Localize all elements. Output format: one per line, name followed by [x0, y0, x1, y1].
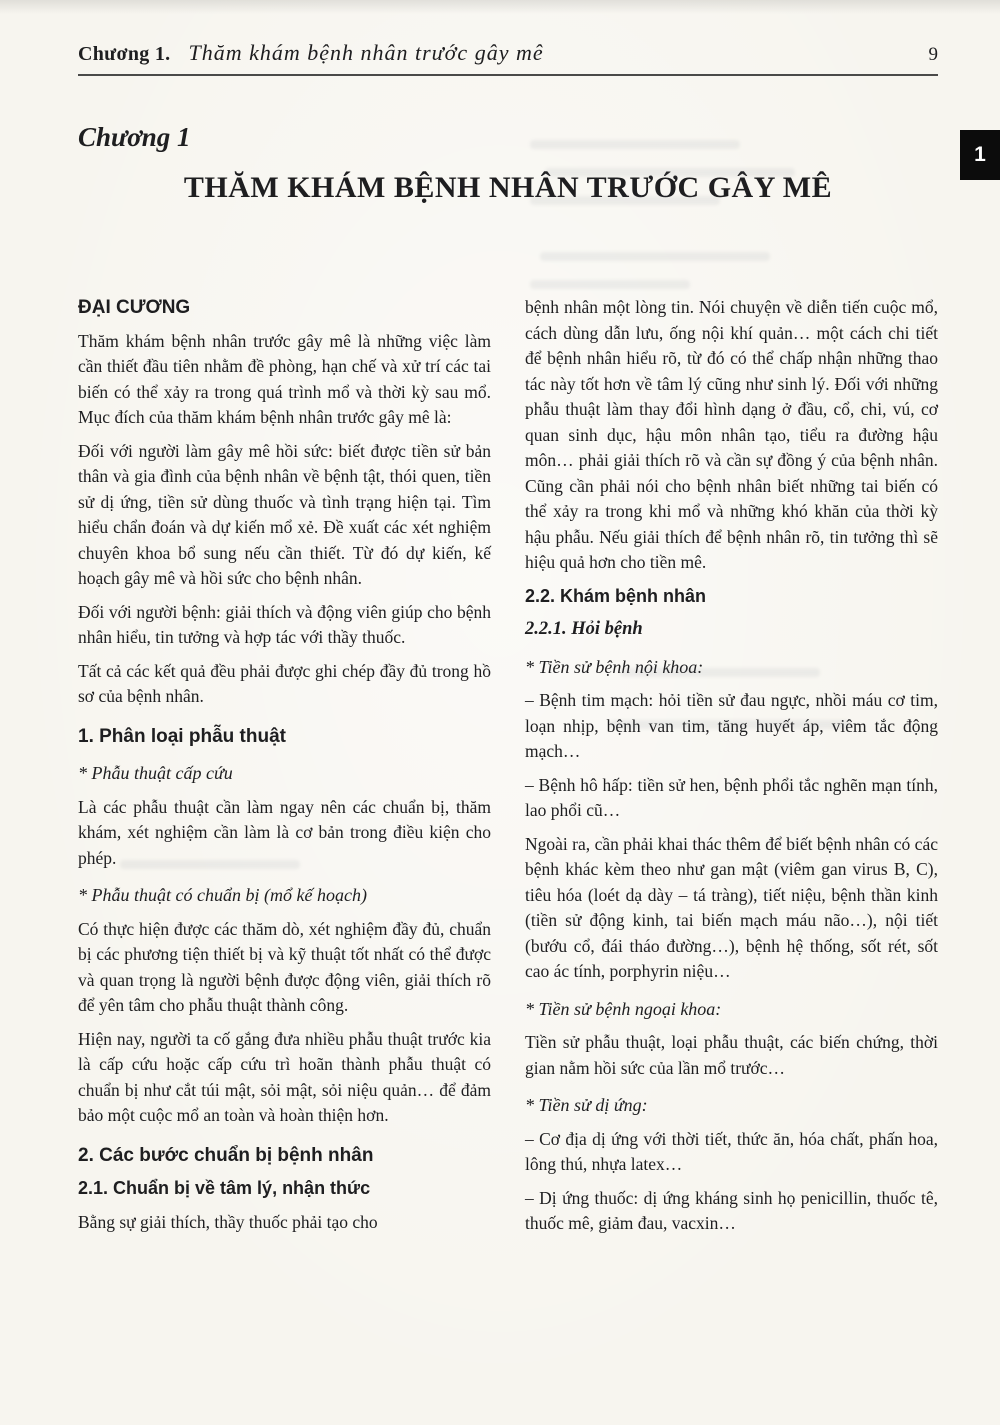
- chapter-side-tab: [960, 130, 1000, 180]
- body-paragraph: Là các phẫu thuật cần làm ngay nên các chuẩn bị, thăm khám, xét nghiệm cần làm là cơ bản trong điều kiện cho phép.: [78, 796, 491, 868]
- section-subheading: 2.2. Khám bệnh nhân: [525, 585, 707, 606]
- subsection-heading: 2.2.1. Hỏi bệnh: [525, 619, 643, 639]
- body-paragraph: Đối với người bệnh: giải thích và động viên giúp cho bệnh nhân hiểu, tin tưởng và hợp tác với thầy thuốc.: [78, 601, 491, 647]
- page-body: [78, 295, 938, 1245]
- chapter-title: THĂM KHÁM BỆNH NHÂN TRƯỚC GÂY MÊ: [183, 171, 833, 204]
- body-paragraph: Có thực hiện được các thăm dò, xét nghiệm đầy đủ, chuẩn bị các phương tiện thiết bị và kỹ thuật tốt nhất có thể được và quan trọng là người bệnh được động viên, giải thích rõ để yên tâm cho phẫu thuật thành công.: [78, 918, 491, 1015]
- body-paragraph: Thăm khám bệnh nhân trước gây mê là những việc làm cần thiết đầu tiên nhằm đề phòng, hạn chế và xử trí các tai biến có thể xảy ra trong quá trình mổ và thời kỳ sau mổ. Mục đích của thăm khám bệnh nhân trước gây mê là:: [78, 330, 491, 427]
- body-paragraph: Hiện nay, người ta cố gắng đưa nhiều phẫu thuật trước kia là cấp cứu hoặc cấp cứu trì hoãn thành phẫu thuật có chuẩn bị như cắt túi mật, sỏi mật, sỏi niệu quản… để đảm bảo một cuộc mổ an toàn và hoàn thiện hơn.: [78, 1028, 491, 1125]
- running-header-chapter-title: Thăm khám bệnh nhân trước gây mê: [188, 40, 544, 65]
- section-heading: ĐẠI CƯƠNG: [78, 297, 191, 318]
- body-paragraph: Tiền sử phẫu thuật, loại phẫu thuật, các biến chứng, thời gian nằm hồi sức của lần mổ trước…: [525, 1032, 938, 1078]
- body-paragraph: Ngoài ra, cần phải khai thác thêm để biết bệnh nhân có các bệnh khác kèm theo như gan mật (viêm gan virus B, C), tiêu hóa (loét dạ dày – tá tràng), tiết niệu, bệnh thần kinh (tiền sử động kinh, tai biến mạch máu não…), nội tiết (bướu cổ, đái tháo đường…), bệnh hệ thống, sốt rét, sốt cao ác tính, porphyrin niệu…: [525, 833, 938, 981]
- header-rule: [78, 74, 938, 76]
- body-paragraph: Bằng sự giải thích, thầy thuốc phải tạo cho: [78, 1211, 378, 1232]
- running-header: [78, 40, 938, 66]
- running-header-left: [78, 40, 544, 66]
- page-number: 9: [928, 44, 938, 65]
- chapter-side-tab-label: 1: [974, 143, 986, 166]
- running-header-chapter-label: Chương 1.: [78, 43, 171, 65]
- body-paragraph: bệnh nhân một lòng tin. Nói chuyện về diễn tiến cuộc mổ, cách dùng dẫn lưu, ống nội khí quản… một cách chi tiết để bệnh nhân hiểu rõ, từ đó có thể chấp nhận những thao tác này tốt hơn về tâm lý cũng như sinh lý. Đối với những phẫu thuật làm thay đổi hình dạng ở đầu, cổ, chi, vú, cơ quan sinh dục, hậu môn nhân tạo, tiểu ra đường hậu môn… phải giải thích rõ và cần sự đồng ý của bệnh nhân. Cũng cần phải nói cho bệnh nhân biết những tai biến có thể xảy ra trong khi mổ và những khó khăn của thời kỳ hậu phẫu. Nếu giải thích để bệnh nhân rõ, tin tưởng thì sẽ hiệu quả hơn cho tiền mê.: [525, 297, 938, 572]
- item-heading: * Tiền sử bệnh ngoại khoa:: [525, 998, 722, 1019]
- body-paragraph: Tất cả các kết quả đều phải được ghi chép đầy đủ trong hồ sơ của bệnh nhân.: [78, 660, 491, 706]
- body-paragraph: – Cơ địa dị ứng với thời tiết, thức ăn, hóa chất, phấn hoa, lông thú, nhựa latex…: [525, 1128, 938, 1174]
- bleed-through-artifact: [530, 280, 690, 289]
- item-heading: * Phẫu thuật cấp cứu: [78, 763, 233, 783]
- section-heading: 2. Các bước chuẩn bị bệnh nhân: [78, 1144, 374, 1166]
- item-heading: * Tiền sử dị ứng:: [525, 1095, 648, 1115]
- chapter-heading: Chương 1: [78, 122, 191, 152]
- left-column: [78, 295, 491, 1245]
- body-paragraph: – Bệnh hô hấp: tiền sử hen, bệnh phổi tắc nghẽn mạn tính, lao phổi cũ…: [525, 774, 938, 820]
- item-heading: * Phẫu thuật có chuẩn bị (mổ kế hoạch): [78, 885, 367, 905]
- section-heading: 1. Phân loại phẫu thuật: [78, 725, 286, 747]
- bleed-through-artifact: [540, 252, 770, 261]
- body-paragraph: – Dị ứng thuốc: dị ứng kháng sinh họ penicillin, thuốc tê, thuốc mê, giảm đau, vacxin…: [525, 1187, 938, 1233]
- body-paragraph: – Bệnh tim mạch: hỏi tiền sử đau ngực, nhồi máu cơ tim, loạn nhịp, bệnh van tim, tăng huyết áp, viêm tắc động mạch…: [525, 690, 938, 761]
- body-paragraph: Đối với người làm gây mê hồi sức: biết được tiền sử bản thân và gia đình của bệnh nhân về bệnh tật, thói quen, tiền sử dị ứng, tiền sử dùng thuốc và tình trạng hiện tại. Tìm hiểu chẩn đoán và dự kiến mổ xẻ. Đề xuất các xét nghiệm chuyên khoa bổ sung nếu cần thiết. Từ đó dự kiến, kế hoạch gây mê và hồi sức cho bệnh nhân.: [78, 440, 491, 588]
- right-column: [525, 295, 938, 1245]
- item-heading: * Tiền sử bệnh nội khoa:: [525, 656, 704, 677]
- section-subheading: 2.1. Chuẩn bị về tâm lý, nhận thức: [78, 1178, 371, 1198]
